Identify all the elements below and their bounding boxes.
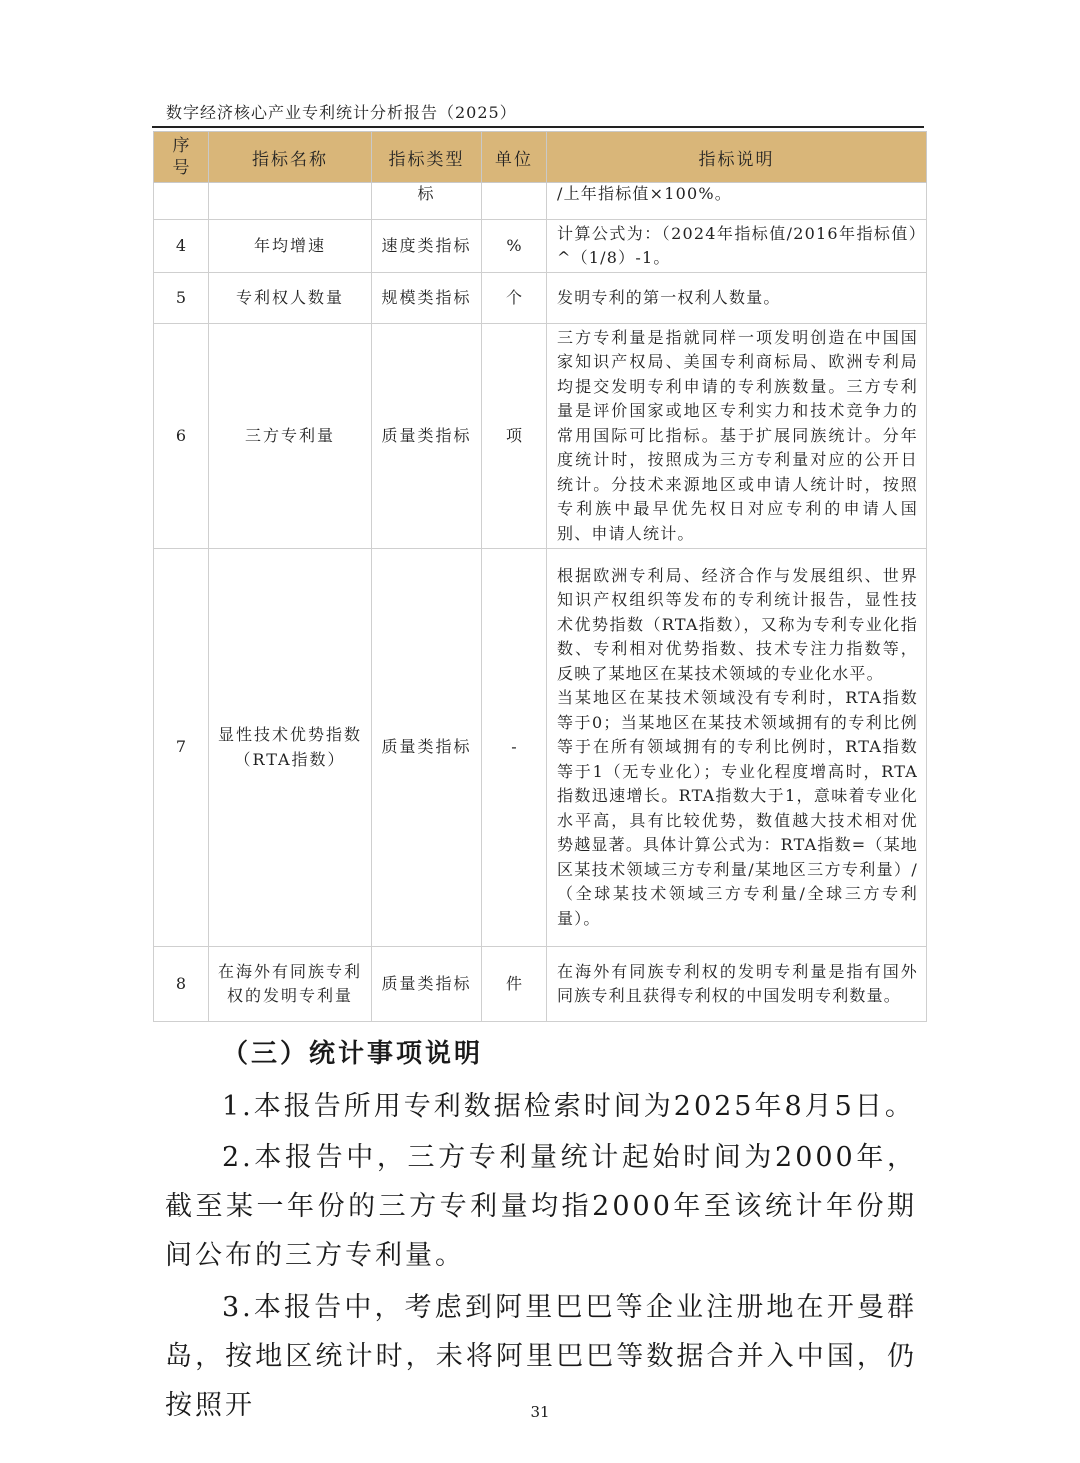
cell-index: 7 bbox=[154, 549, 209, 947]
cell-name: 在海外有同族专利权的发明专利量 bbox=[209, 947, 372, 1022]
page-number: 31 bbox=[530, 1403, 550, 1421]
header-index: 序号 bbox=[154, 132, 209, 183]
cell-kind: 质量类指标 bbox=[372, 324, 482, 549]
cell-index: 5 bbox=[154, 273, 209, 324]
cell-kind: 质量类指标 bbox=[372, 549, 482, 947]
desc-paragraph: 在海外有同族专利权的发明专利量是指有国外同族专利且获得专利权的中国发明专利数量。 bbox=[557, 961, 918, 1005]
desc-paragraph: 根据欧洲专利局、经济合作与发展组织、世界知识产权组织等发布的专利统计报告，显性技术优势指数（RTA指数），又称为专利专业化指数、专利相对优势指数、技术专注力指数等，反映了某地区在某技术领域的专业化水平。 bbox=[557, 565, 918, 683]
cell-unit: 件 bbox=[482, 947, 547, 1022]
cell-unit: 个 bbox=[482, 273, 547, 324]
desc-paragraph: 计算公式为：（2024年指标值/2016年指标值）^（1/8）-1。 bbox=[557, 223, 918, 267]
cell-desc bbox=[547, 273, 927, 324]
cell-name: 专利权人数量 bbox=[209, 273, 372, 324]
table-row bbox=[154, 220, 927, 273]
cell-kind: 质量类指标 bbox=[372, 947, 482, 1022]
cell-desc bbox=[547, 549, 927, 947]
cell-name bbox=[209, 183, 372, 220]
cell-name: 三方专利量 bbox=[209, 324, 372, 549]
header-rule bbox=[152, 126, 924, 128]
section-heading: （三）统计事项说明 bbox=[222, 1039, 484, 1069]
cell-name: 年均增速 bbox=[209, 220, 372, 273]
cell-unit: - bbox=[482, 549, 547, 947]
cell-unit: % bbox=[482, 220, 547, 273]
cell-unit bbox=[482, 183, 547, 220]
cell-desc bbox=[547, 947, 927, 1022]
table-row bbox=[154, 947, 927, 1022]
cell-kind: 速度类指标 bbox=[372, 220, 482, 273]
cell-index: 6 bbox=[154, 324, 209, 549]
cell-kind: 标 bbox=[372, 183, 482, 220]
cell-desc bbox=[547, 220, 927, 273]
running-head: 数字经济核心产业专利统计分析报告（2025） bbox=[166, 103, 517, 122]
cell-desc bbox=[547, 324, 927, 549]
table-row bbox=[154, 324, 927, 549]
desc-paragraph: 发明专利的第一权利人数量。 bbox=[557, 287, 781, 307]
indicator-table bbox=[153, 131, 927, 1022]
body-paragraph: 1.本报告所用专利数据检索时间为2025年8月5日。 bbox=[222, 1091, 915, 1122]
desc-paragraph: 三方专利量是指就同样一项发明创造在中国国家知识产权局、美国专利商标局、欧洲专利局均提交发明专利申请的专利族数量。三方专利量是评价国家或地区专利实力和技术竞争力的常用国际可比指标。基于扩展同族统计。分年度统计时，按照成为三方专利量对应的公开日统计。分技术来源地区或申请人统计时，按照专利族中最早优先权日对应专利的申请人国别、申请人统计。 bbox=[557, 327, 918, 543]
body-paragraph: 3.本报告中，考虑到阿里巴巴等企业注册地在开曼群岛，按地区统计时，未将阿里巴巴等数据合并入中国，仍按照开 bbox=[165, 1292, 917, 1421]
table-row bbox=[154, 549, 927, 947]
header-unit: 单位 bbox=[482, 132, 547, 183]
cell-index: 4 bbox=[154, 220, 209, 273]
cell-kind: 规模类指标 bbox=[372, 273, 482, 324]
desc-paragraph: 当某地区在某技术领域没有专利时，RTA指数等于0；当某地区在某技术领域拥有的专利比例等于在所有领域拥有的专利比例时，RTA指数等于1（无专业化）；专业化程度增高时，RTA指数迅速增长。RTA指数大于1，意味着专业化水平高，具有比较优势，数值越大技术相对优势越显著。具体计算公式为：RTA指数=（某地区某技术领域三方专利量/某地区三方专利量）/（全球某技术领域三方专利量/全球三方专利量）。 bbox=[557, 688, 918, 928]
cell-unit: 项 bbox=[482, 324, 547, 549]
body-paragraph: 2.本报告中，三方专利量统计起始时间为2000年，截至某一年份的三方专利量均指2000年至该统计年份期间公布的三方专利量。 bbox=[165, 1142, 917, 1271]
header-desc: 指标说明 bbox=[547, 132, 927, 183]
cell-index: 8 bbox=[154, 947, 209, 1022]
table-row-continuation bbox=[154, 183, 927, 220]
header-kind: 指标类型 bbox=[372, 132, 482, 183]
cell-index bbox=[154, 183, 209, 220]
table-header-row bbox=[154, 132, 927, 183]
header-name: 指标名称 bbox=[209, 132, 372, 183]
table-row bbox=[154, 273, 927, 324]
cell-desc: /上年指标值×100%。 bbox=[547, 183, 927, 220]
cell-name: 显性技术优势指数（RTA指数） bbox=[209, 549, 372, 947]
